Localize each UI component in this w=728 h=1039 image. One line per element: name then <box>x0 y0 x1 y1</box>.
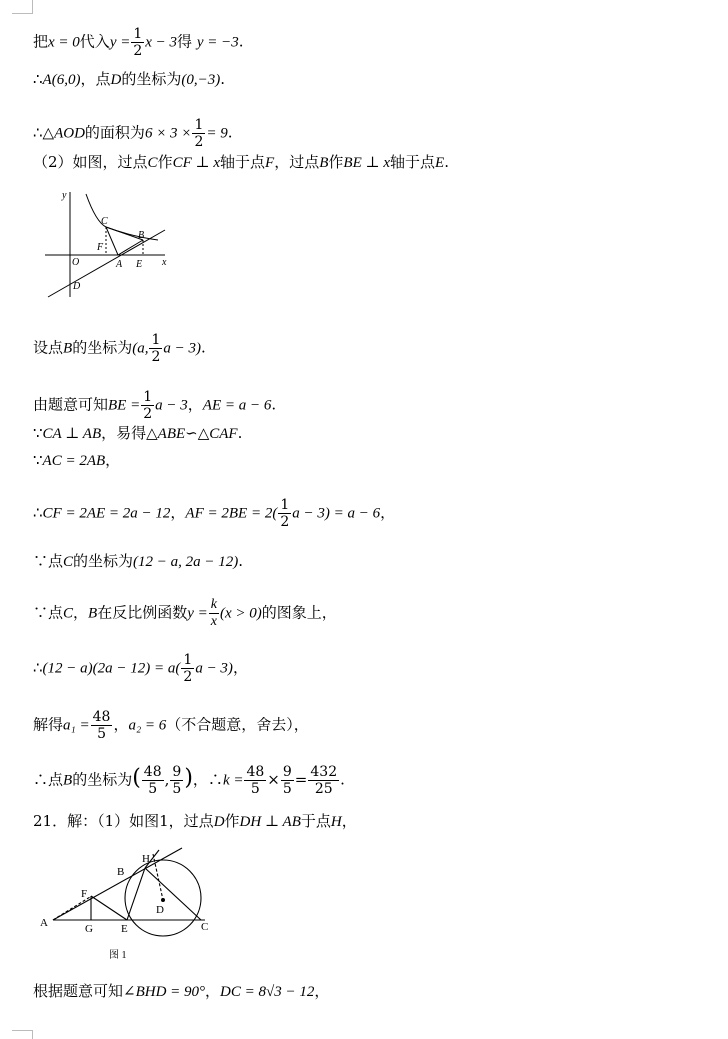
math: x − 3 <box>145 34 178 51</box>
text-fragment: . <box>227 123 233 142</box>
text-fragment: k <box>210 597 217 612</box>
math: D <box>110 72 122 88</box>
text-fragment: 1 <box>280 497 290 513</box>
text-fragment: 1 <box>183 652 193 668</box>
fraction <box>149 332 162 365</box>
text-fragment: 的面积为 <box>84 123 145 142</box>
label-c: C <box>101 216 108 227</box>
fraction <box>308 764 339 797</box>
fraction <box>181 652 194 685</box>
math: 6 × 3 × <box>144 125 192 142</box>
text-fragment: ， <box>341 812 357 830</box>
text-fragment: ∴ <box>33 70 43 88</box>
text-fragment: (x > 0) <box>219 605 262 622</box>
fraction <box>281 764 294 797</box>
fraction <box>192 117 205 150</box>
text-fragment: (12 − a)(2a − 12) = a( <box>42 660 181 677</box>
text-fragment: 2 <box>151 349 161 365</box>
label-o: O <box>72 257 80 268</box>
text-fragment: BHD = 90° <box>135 984 206 1000</box>
label-h: H <box>142 853 150 865</box>
text-fragment: ∴ <box>33 503 43 522</box>
text-fragment: CF = 2AE = 2a − 12 <box>42 505 171 522</box>
text-fragment: . <box>220 70 225 88</box>
text-fragment: ， <box>73 603 89 622</box>
label-b: B <box>138 230 145 241</box>
label-a: A <box>116 259 123 270</box>
text-fragment: 的图象上， <box>261 603 337 622</box>
center-point <box>161 898 165 902</box>
text-fragment: a₂ = 6 <box>128 717 167 734</box>
text: . <box>238 32 244 51</box>
label-x: x <box>162 257 167 268</box>
segment-eb <box>127 868 145 920</box>
line-7 <box>33 426 242 442</box>
math: = 9 <box>206 125 228 142</box>
segment-fe <box>91 896 127 920</box>
text-fragment: ABE <box>157 426 186 442</box>
text-fragment: 的坐标为 <box>72 338 133 357</box>
text-fragment: H <box>330 814 342 830</box>
label-a: A <box>40 917 48 929</box>
text-fragment: ， <box>105 451 121 469</box>
text-fragment: . <box>340 770 345 789</box>
text-fragment: ( <box>132 765 141 791</box>
text-fragment: 的坐标为 <box>72 770 133 789</box>
text-fragment: 5 <box>250 781 260 797</box>
line-3 <box>33 117 233 150</box>
text-fragment: B <box>88 605 98 622</box>
segment-af-dashed <box>53 897 90 920</box>
text-fragment: (a, <box>132 340 149 357</box>
line-8 <box>33 453 120 469</box>
fraction <box>209 597 219 630</box>
line-15 <box>33 814 357 830</box>
text-fragment: ，易得△ <box>101 424 158 442</box>
fraction <box>278 497 291 530</box>
text-fragment: ， <box>380 503 396 522</box>
text-fragment: ∵ <box>33 451 43 469</box>
text-fragment: 解得 <box>33 715 64 734</box>
label-g: G <box>85 923 93 935</box>
text-fragment: 5 <box>172 781 182 797</box>
text-fragment: ∵点 <box>33 603 64 622</box>
circle-figure <box>35 842 225 964</box>
text-fragment: a − 3 <box>155 397 188 414</box>
fraction <box>131 26 144 59</box>
text-fragment: ∴△ <box>33 123 55 142</box>
text-fragment: 9 <box>282 764 292 780</box>
text-fragment: DC = 8√3 − 12 <box>220 984 315 1000</box>
math: A(6,0) <box>42 72 81 88</box>
text-fragment: 作 <box>328 153 344 171</box>
fraction <box>142 764 164 797</box>
text-fragment: DH ⊥ AB <box>239 814 301 830</box>
line-12 <box>33 652 248 685</box>
text-fragment: 2 <box>183 669 193 685</box>
text-fragment: = <box>294 770 308 789</box>
segment-bc <box>145 868 201 920</box>
text-fragment: 1 <box>151 332 161 348</box>
segment-ab <box>118 240 143 255</box>
text-fragment: 5 <box>97 726 106 742</box>
text-fragment: 432 <box>310 764 338 780</box>
text-fragment: 2 <box>133 43 143 59</box>
text-fragment: B <box>319 155 329 171</box>
math: y = <box>109 34 131 51</box>
label-d: D <box>156 904 164 916</box>
text-fragment: . <box>444 153 449 171</box>
text-fragment: ∵点 <box>33 552 64 570</box>
text-fragment: BE ⊥ x <box>343 155 390 171</box>
text-fragment: 5 <box>148 781 158 797</box>
label-e: E <box>121 923 128 935</box>
coordinate-figure <box>40 182 175 302</box>
text-fragment: 2 <box>194 134 204 150</box>
text-fragment: ， <box>170 503 186 522</box>
math: (0,−3) <box>181 72 221 88</box>
text-fragment: × <box>267 770 280 789</box>
text-fragment: C <box>147 155 158 171</box>
text-fragment: 1 <box>133 26 143 42</box>
text-fragment: B <box>63 772 73 789</box>
line-1 <box>33 26 244 59</box>
text-fragment: B <box>63 340 73 357</box>
text-fragment: F <box>265 155 275 171</box>
text-fragment: 作 <box>157 153 173 171</box>
text-fragment: AE = a − 6 <box>202 397 272 414</box>
text-fragment: ∽△ <box>185 424 210 442</box>
text-fragment: 48 <box>92 709 111 725</box>
math: x = 0 <box>48 34 80 51</box>
text-fragment: （不合题意，舍去）， <box>166 715 309 734</box>
text-fragment: C <box>63 605 74 622</box>
text-fragment: 2 <box>280 514 290 530</box>
line-11 <box>33 597 337 630</box>
text-fragment: 9 <box>172 764 182 780</box>
line-13 <box>33 709 309 742</box>
text: 把 <box>33 32 49 51</box>
text-fragment: ∵ <box>33 424 43 442</box>
label-f: F <box>97 242 104 253</box>
text-fragment: . <box>201 338 206 357</box>
text-fragment: 于点 <box>300 812 331 830</box>
fraction <box>244 764 266 797</box>
fraction <box>141 389 154 422</box>
text-fragment: x <box>210 614 217 629</box>
label-e: E <box>136 259 143 270</box>
text-fragment: 1 <box>194 117 204 133</box>
label-c: C <box>201 921 209 933</box>
text-fragment: 设点 <box>33 338 64 357</box>
text-fragment: 的坐标为 <box>121 70 182 88</box>
text-fragment: 轴于点 <box>220 153 266 171</box>
text-fragment: ， <box>205 982 221 1000</box>
line-10 <box>33 554 243 570</box>
text-fragment: BE = <box>108 397 141 414</box>
figure-caption: 图 1 <box>109 950 127 961</box>
text-fragment: 21．解：（1）如图1，过点 <box>33 812 214 830</box>
text-fragment: 根据题意可知∠ <box>33 982 136 1000</box>
text-fragment: 5 <box>282 781 292 797</box>
text: 代入 <box>79 32 110 51</box>
text-fragment: (12 − a, 2a − 12) <box>133 554 239 570</box>
text-fragment: ， <box>113 715 129 734</box>
text-fragment: C <box>63 554 74 570</box>
text-fragment: y = <box>187 605 208 622</box>
text-fragment: , <box>164 770 170 789</box>
label-b: B <box>117 866 125 878</box>
text-fragment: ， <box>187 395 203 414</box>
text-fragment: CAF <box>209 426 238 442</box>
text-fragment: k = <box>222 772 244 789</box>
text-fragment: 25 <box>314 781 333 797</box>
text-fragment: ∴ <box>33 658 43 677</box>
line-14 <box>33 764 345 797</box>
text-fragment: ， <box>232 658 248 677</box>
text-fragment: ，过点 <box>274 153 320 171</box>
text-fragment: a − 3) = a − 6 <box>292 505 381 522</box>
text-fragment: 48 <box>143 764 162 780</box>
line-16 <box>33 984 329 1000</box>
text-fragment: CF ⊥ x <box>172 155 221 171</box>
text-fragment: 作 <box>224 812 240 830</box>
text-fragment: 由题意可知 <box>33 395 109 414</box>
text: 得 <box>177 32 193 51</box>
text-fragment: 在反比例函数 <box>97 603 188 622</box>
text-fragment: ， <box>314 982 330 1000</box>
text-fragment: . <box>238 552 244 570</box>
text-fragment: AF = 2BE = 2( <box>185 505 278 522</box>
segment-ca <box>106 227 118 255</box>
fraction <box>91 709 113 742</box>
crop-mark-top <box>12 0 33 14</box>
line-4 <box>33 155 449 171</box>
text-fragment: E <box>435 155 445 171</box>
fraction <box>170 764 183 797</box>
text-fragment: ) <box>184 765 193 791</box>
label-y: y <box>62 190 67 201</box>
text-fragment: （2）如图，过点 <box>33 153 148 171</box>
text-fragment: 1 <box>143 389 153 405</box>
text-fragment: 的坐标为 <box>73 552 134 570</box>
text-fragment: 2 <box>143 406 153 422</box>
text-fragment: a − 3) <box>163 340 201 357</box>
line-5 <box>33 332 206 365</box>
text-fragment: . <box>237 424 243 442</box>
text-fragment: a − 3) <box>195 660 233 677</box>
text-fragment: a₁ = <box>63 717 90 734</box>
math: AOD <box>54 125 85 142</box>
math: y = −3 <box>196 34 239 51</box>
text-fragment: AC = 2AB <box>42 453 106 469</box>
text-fragment: 轴于点 <box>390 153 436 171</box>
line-6 <box>33 389 276 422</box>
line-9 <box>33 497 395 530</box>
text-fragment: . <box>271 395 277 414</box>
text-fragment: ∴点 <box>33 770 64 789</box>
line-2 <box>33 72 225 88</box>
text-fragment: 48 <box>246 764 265 780</box>
text-fragment: CA ⊥ AB <box>42 426 102 442</box>
text-fragment: ，点 <box>80 70 111 88</box>
label-f: F <box>81 888 88 900</box>
label-d: D <box>73 281 81 292</box>
text-fragment: ，∴ <box>192 770 223 789</box>
text-fragment: D <box>213 814 225 830</box>
